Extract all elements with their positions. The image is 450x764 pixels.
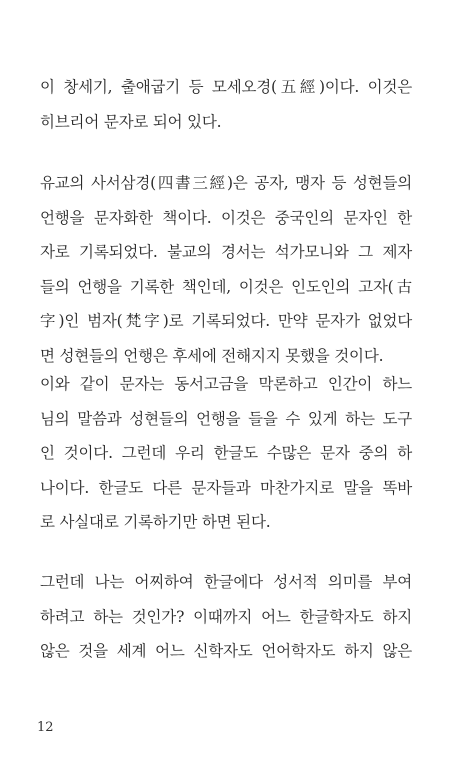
text-line: 들의 언행을 기록한 책인데, 이것은 인도인의 고자(古 — [40, 277, 412, 296]
text-line: 히브리어 문자로 되어 있다. — [40, 112, 222, 131]
paragraph-1 — [40, 70, 412, 139]
text-line: 이 창세기, 출애굽기 등 모세오경(五經)이다. 이것은 — [40, 78, 412, 96]
text-line: 字)인 범자(梵字)로 기록되었다. 만약 문자가 없었다 — [40, 312, 412, 330]
text-line: 않은 것을 세계 어느 신학자도 언어학자도 하지 않은 — [40, 642, 412, 660]
text-line: 유교의 사서삼경(四書三經)은 공자, 맹자 등 성현들의 — [40, 174, 412, 192]
text-line: 면 성현들의 언행은 후세에 전해지지 못했을 것이다. — [40, 346, 384, 365]
text-line: 자로 기록되었다. 불교의 경서는 석가모니와 그 제자 — [40, 243, 412, 261]
page-number: 12 — [37, 720, 54, 735]
paragraph-4 — [40, 565, 412, 669]
text-line: 이와 같이 문자는 동서고금을 막론하고 인간이 하느 — [40, 375, 412, 393]
paragraph-2 — [40, 166, 412, 373]
text-line: 님의 말씀과 성현들의 언행을 들을 수 있게 하는 도구 — [40, 409, 412, 428]
text-line: 로 사실대로 기록하기만 하면 된다. — [40, 513, 271, 531]
text-line: 하려고 하는 것인가? 이때까지 어느 한글학자도 하지 — [40, 607, 412, 626]
text-line: 인 것이다. 그런데 우리 한글도 수많은 문자 중의 하 — [40, 444, 412, 462]
text-line: 그런데 나는 어찌하여 한글에다 성서적 의미를 부여 — [40, 573, 412, 591]
text-line: 언행을 문자화한 책이다. 이것은 중국인의 문자인 한 — [40, 208, 412, 227]
text-line: 나이다. 한글도 다른 문자들과 마찬가지로 말을 똑바 — [40, 478, 412, 497]
paragraph-3 — [40, 367, 412, 540]
